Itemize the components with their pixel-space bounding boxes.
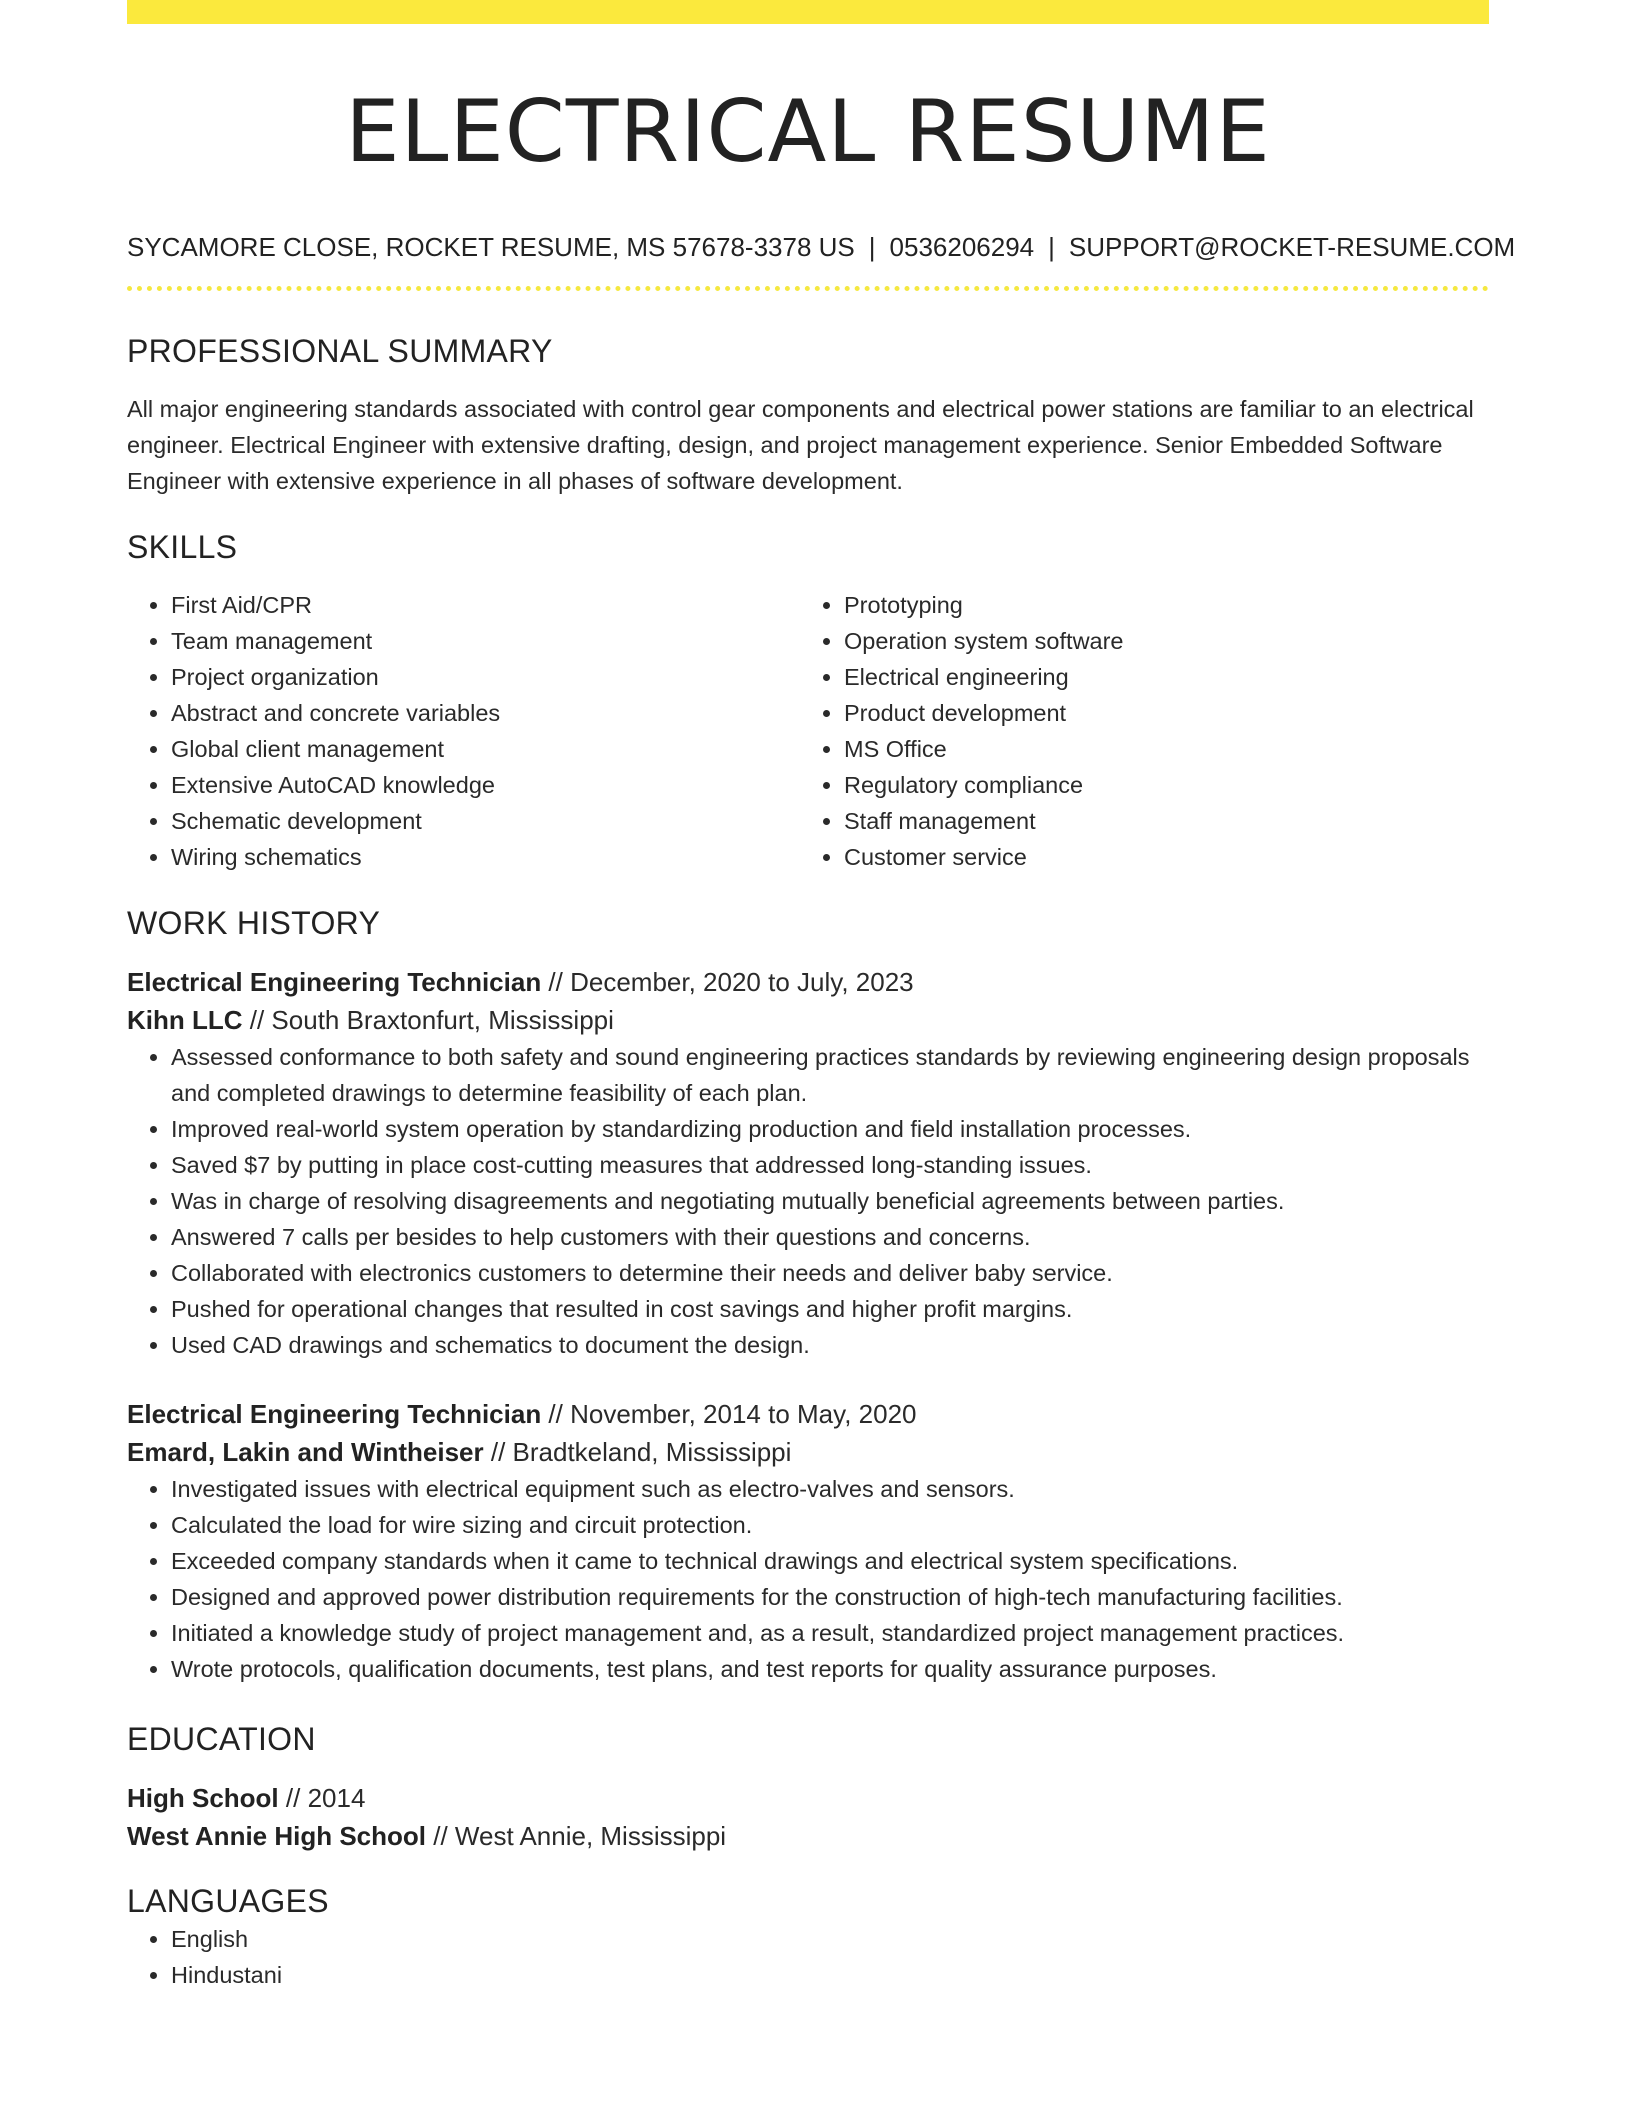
skill-item: • Team management <box>171 623 816 659</box>
skill-item: • Prototyping <box>844 587 1489 623</box>
job-duty: • Pushed for operational changes that resulted in cost savings and higher profit margins. <box>171 1291 1489 1327</box>
resume-content <box>127 0 1516 1993</box>
dotted-divider <box>127 286 1489 291</box>
job-duty: • Improved real-world system operation by standardizing production and field installation processes. <box>171 1111 1489 1147</box>
skill-item: • Abstract and concrete variables <box>171 695 816 731</box>
education-year: // 2014 <box>278 1783 366 1813</box>
job-location: // Bradtkeland, Mississippi <box>483 1437 792 1467</box>
job-location: // South Braxtonfurt, Mississippi <box>242 1005 614 1035</box>
resume-title: ELECTRICAL RESUME <box>345 82 1271 182</box>
job-duty: • Calculated the load for wire sizing and circuit protection. <box>171 1507 1489 1543</box>
job-company-line <box>127 1433 1489 1471</box>
skills-column-right <box>816 587 1489 875</box>
contact-address: SYCAMORE CLOSE, ROCKET RESUME, MS 57678-3378 US <box>127 232 855 262</box>
job-duty: • Investigated issues with electrical equipment such as electro-valves and sensors. <box>171 1471 1489 1507</box>
skill-item: • Extensive AutoCAD knowledge <box>171 767 816 803</box>
job-duty: • Collaborated with electronics customers to determine their needs and deliver baby service. <box>171 1255 1489 1291</box>
job-duty: • Answered 7 calls per besides to help customers with their questions and concerns. <box>171 1219 1489 1255</box>
skill-item: • Staff management <box>844 803 1489 839</box>
job-duty: • Exceeded company standards when it came to technical drawings and electrical system specifications. <box>171 1543 1489 1579</box>
language-item: • English <box>171 1921 1489 1957</box>
work-history-heading: WORK HISTORY <box>127 905 381 941</box>
skill-item: • Wiring schematics <box>171 839 816 875</box>
job-duty: • Wrote protocols, qualification documents, test plans, and test reports for quality assurance purposes. <box>171 1651 1489 1687</box>
education-heading: EDUCATION <box>127 1721 316 1757</box>
contact-phone: 0536206294 <box>889 232 1035 262</box>
skills-list <box>127 587 1489 875</box>
skill-item: • Operation system software <box>844 623 1489 659</box>
job-entry <box>127 963 1489 1363</box>
languages-heading: LANGUAGES <box>127 1883 329 1919</box>
education-degree: High School <box>127 1783 279 1813</box>
language-item: • Hindustani <box>171 1957 1489 1993</box>
summary-text: All major engineering standards associated with control gear components and electrical power stations are familiar to an electrical engineer. Electrical Engineer with extensive drafting, design, and project management experience. Senior Embedded Software Engineer with extensive experience in all phases of software development. <box>127 396 1474 494</box>
education-degree-line <box>127 1779 1489 1817</box>
skill-item: • MS Office <box>844 731 1489 767</box>
job-entry <box>127 1395 1489 1687</box>
skill-item: • Product development <box>844 695 1489 731</box>
job-company: Emard, Lakin and Wintheiser <box>127 1437 484 1467</box>
skills-column-left <box>127 587 816 875</box>
job-company-line <box>127 1001 1489 1039</box>
job-duty: • Was in charge of resolving disagreements and negotiating mutually beneficial agreements between parties. <box>171 1183 1489 1219</box>
job-dates: // November, 2014 to May, 2020 <box>541 1399 917 1429</box>
skill-item: • Schematic development <box>171 803 816 839</box>
job-dates: // December, 2020 to July, 2023 <box>541 967 914 997</box>
skill-item: • Electrical engineering <box>844 659 1489 695</box>
summary-heading: PROFESSIONAL SUMMARY <box>127 333 553 369</box>
languages-list <box>127 1921 1489 1993</box>
skill-item: • Global client management <box>171 731 816 767</box>
education-school-line <box>127 1817 1489 1855</box>
job-duty: • Saved $7 by putting in place cost-cutting measures that addressed long-standing issues. <box>171 1147 1489 1183</box>
job-company: Kihn LLC <box>127 1005 243 1035</box>
skill-item: • Customer service <box>844 839 1489 875</box>
education-school: West Annie High School <box>127 1821 427 1851</box>
education-location: // West Annie, Mississippi <box>426 1821 727 1851</box>
accent-bar <box>127 0 1489 24</box>
job-title-line <box>127 963 1489 1001</box>
skills-heading: SKILLS <box>127 529 238 565</box>
job-duty: • Assessed conformance to both safety and sound engineering practices standards by reviewing engineering design proposals and completed drawings to determine feasibility of each plan. <box>171 1039 1489 1111</box>
job-title-line <box>127 1395 1489 1433</box>
job-title: Electrical Engineering Technician <box>127 967 542 997</box>
contact-separator: | <box>1048 232 1055 262</box>
job-duty: • Initiated a knowledge study of project management and, as a result, standardized project management practices. <box>171 1615 1489 1651</box>
job-duties <box>127 1039 1489 1363</box>
skill-item: • First Aid/CPR <box>171 587 816 623</box>
contact-separator: | <box>868 232 876 262</box>
job-duty: • Designed and approved power distribution requirements for the construction of high-tech manufacturing facilities. <box>171 1579 1489 1615</box>
job-duty: • Used CAD drawings and schematics to document the design. <box>171 1327 1489 1363</box>
job-title: Electrical Engineering Technician <box>127 1399 542 1429</box>
contact-email: SUPPORT@ROCKET-RESUME.COM <box>1068 232 1516 262</box>
skill-item: • Project organization <box>171 659 816 695</box>
contact-line <box>127 230 1516 264</box>
skill-item: • Regulatory compliance <box>844 767 1489 803</box>
job-duties <box>127 1471 1489 1687</box>
